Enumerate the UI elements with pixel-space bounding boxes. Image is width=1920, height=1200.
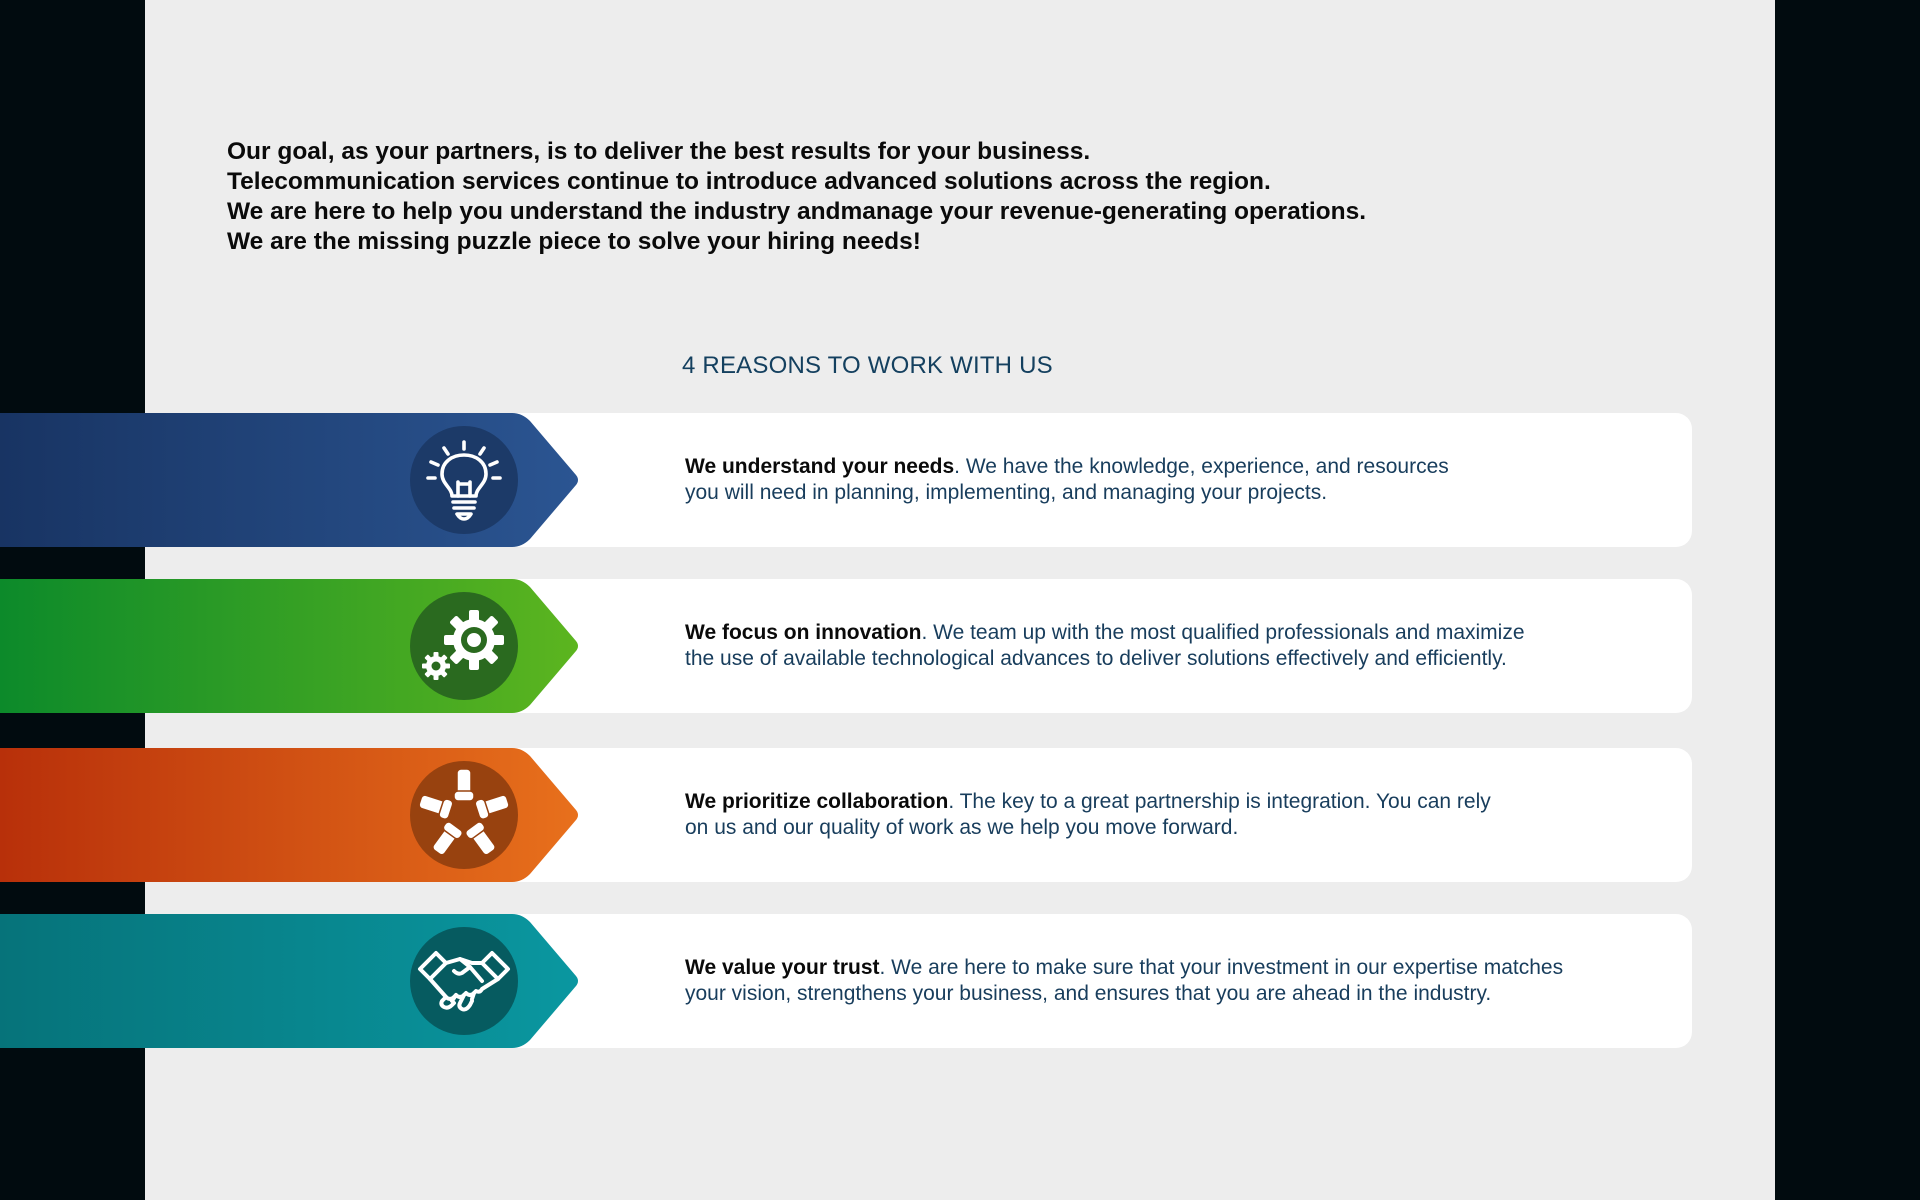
reason-text [685, 413, 1645, 547]
intro-paragraph [227, 137, 1627, 257]
reason-title: We focus on innovation [685, 621, 922, 644]
reason-ribbon-trust [0, 914, 578, 1048]
reason-description: the use of available technological advances to deliver solutions effectively and efficiently. [685, 647, 1507, 670]
reason-description: . We team up with the most qualified professionals and maximize [921, 621, 1525, 644]
reason-description: on us and our quality of work as we help you move forward. [685, 816, 1239, 839]
reason-card-collaboration [500, 748, 1692, 882]
reason-card-needs [500, 413, 1692, 547]
reason-card-trust [500, 914, 1692, 1048]
reason-title: We prioritize collaboration [685, 790, 949, 813]
joined-hands-icon [410, 761, 518, 869]
reason-description: . We have the knowledge, experience, and resources [954, 455, 1449, 478]
reason-title: We understand your needs [685, 455, 955, 478]
reason-title: We value your trust [685, 956, 880, 979]
reason-description: . The key to a great partnership is integration. You can rely [948, 790, 1491, 813]
reason-ribbon-collaboration [0, 748, 578, 882]
reason-ribbon-needs [0, 413, 578, 547]
intro-line: We are here to help you understand the industry andmanage your revenue-generating operations. [227, 198, 1367, 225]
intro-line: Our goal, as your partners, is to deliver the best results for your business. [227, 138, 1091, 165]
gears-icon [410, 592, 518, 700]
reason-card-innovation [500, 579, 1692, 713]
intro-line: We are the missing puzzle piece to solve your hiring needs! [227, 228, 921, 255]
reason-text [685, 914, 1645, 1048]
reason-description: . We are here to make sure that your investment in our expertise matches [879, 956, 1564, 979]
reason-ribbon-innovation [0, 579, 578, 713]
reason-description: your vision, strengthens your business, and ensures that you are ahead in the industry. [685, 982, 1492, 1005]
section-heading: 4 REASONS TO WORK WITH US [682, 352, 1053, 379]
reason-description: you will need in planning, implementing, and managing your projects. [685, 481, 1328, 504]
reason-text [685, 748, 1645, 882]
intro-line: Telecommunication services continue to introduce advanced solutions across the region. [227, 168, 1271, 195]
handshake-icon [410, 927, 518, 1035]
lightbulb-icon [410, 426, 518, 534]
reason-text [685, 579, 1645, 713]
